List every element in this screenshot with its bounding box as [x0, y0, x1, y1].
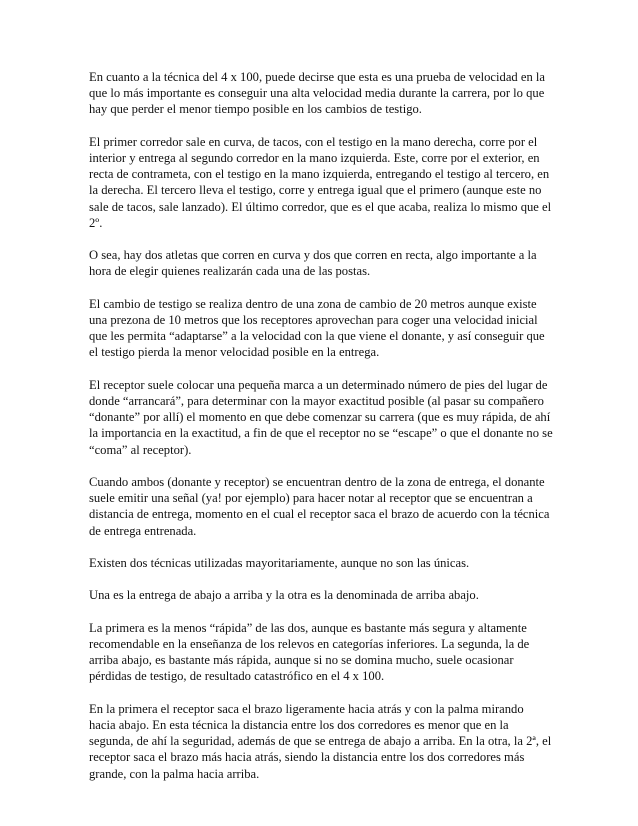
- document-body: [89, 69, 553, 798]
- paragraph-technique-types: Una es la entrega de abajo a arriba y la otra es la denominada de arriba abajo.: [89, 588, 479, 603]
- paragraph-signal: Cuando ambos (donante y receptor) se encuentran dentro de la zona de entrega, el donante suele emitir una señal (ya! por ejemplo) para hacer notar al receptor que se encuentran a distancia de entrega, momento en el cual el receptor saca el brazo de acuerdo con la técnica de entrega entrenada.: [89, 475, 550, 538]
- paragraph-curve-straight: O sea, hay dos atletas que corren en curva y dos que corren en recta, algo importante a la hora de elegir quienes realizarán cada una de las postas.: [89, 248, 537, 279]
- paragraph-technique-comparison: La primera es la menos “rápida” de las dos, aunque es bastante más segura y altamente recomendable en la enseñanza de los relevos en categorías inferiores. La segunda, la de arriba abajo, es bastante más rápida, aunque si no se domina mucho, suele ocasionar pérdidas de testigo, de resultado catastrófico en el 4 x 100.: [89, 620, 530, 684]
- paragraph-intro: En cuanto a la técnica del 4 x 100, puede decirse que esta es una prueba de velocidad en la que lo más importante es conseguir una alta velocidad media durante la carrera, por lo que hay que perder el menor tiempo posible en los cambios de testigo.: [89, 70, 545, 117]
- paragraph-runners: El primer corredor sale en curva, de tacos, con el testigo en la mano derecha, corre por el interior y entrega al segundo corredor en la mano izquierda. Este, corre por el exterior, en recta de contrameta, con el testigo en la mano izquierda, entregando el testigo al tercero, en la derecha. El tercero lleva el testigo, corre y entrega igual que el primero (aunque este no sale de tacos, sale lanzado). El último corredor, que es el que acaba, realiza lo mismo que el 2º.: [89, 134, 552, 230]
- paragraph-receiver-mark: El receptor suele colocar una pequeña marca a un determinado número de pies del lugar de donde “arrancará”, para determinar con la mayor exactitud posible (al pasar su compañero “donante” por allí) el momento en que debe comenzar su carrera (que es muy rápida, de ahí la importancia en la exactitud, a fin de que el receptor no se “escape” o que el donante no se “coma” al receptor).: [89, 377, 553, 457]
- paragraph-techniques: Existen dos técnicas utilizadas mayoritariamente, aunque no son las únicas.: [89, 556, 470, 570]
- paragraph-exchange-zone: El cambio de testigo se realiza dentro de una zona de cambio de 20 metros aunque existe una prezona de 10 metros que los receptores aprovechan para coger una velocidad inicial que les permita “adaptarse” a la velocidad con la que viene el donante, y así conseguir que el testigo pierda la menor velocidad posible en la entrega.: [89, 296, 545, 360]
- paragraph-technique-details: En la primera el receptor saca el brazo ligeramente hacia atrás y con la palma mirando hacia abajo. En esta técnica la distancia entre los dos corredores es menor que en la segunda, de ahí la seguridad, además de que se entrega de abajo a arriba. En la otra, la 2ª, el receptor saca el brazo más hacia atrás, siendo la distancia entre los dos corredores más grande, con la palma hacia arriba.: [89, 701, 552, 781]
